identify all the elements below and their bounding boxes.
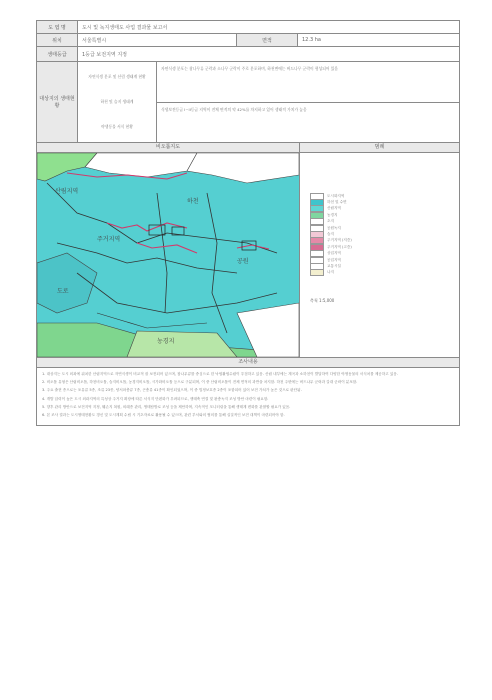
eco-detail-labels	[78, 62, 157, 142]
legend-label: 초지	[327, 219, 334, 224]
legend-label: 공업지역	[327, 257, 341, 262]
legend-label: 나지	[327, 270, 334, 275]
description-body	[36, 368, 460, 426]
desc-paragraph: 4. 개발 압력이 높은 도시 외곽지역의 특성상 주거지 확장에 따른 서식지 단편화가 우려되므로, 생태축 연결 및 완충녹지 조성 방안 마련이 필요함.	[42, 396, 269, 401]
legend-label: 하천 및 수면	[327, 200, 347, 205]
desc-paragraph: 2. 비오톱 유형은 산림비오톱, 하천비오톱, 습지비오톱, 농경지비오톱, 시가화비오톱 등으로 구분되며, 이 중 산림비오톱이 전체 면적의 과반을 차지함. 하천 주변에는 버드나무 군락과 갈대 군락이 분포함.	[42, 380, 358, 385]
eco-text-1: 자연식생 분포는 참나무류 군락과 소나무 군락이 주로 분포하며, 하천변에는 버드나무 군락이 형성되어 있음	[157, 62, 459, 103]
legend-label: 산림지역	[327, 206, 341, 211]
legend-label: 상업지역	[327, 251, 341, 256]
legend-label: 교통시설	[327, 263, 341, 268]
label-eco-status: 대상지의 생태현황	[37, 62, 78, 142]
legend-label: 도시화지역	[327, 193, 345, 198]
desc-paragraph: 6. 본 조사 결과는 도시생태현황도 갱신 및 도시계획 수립 시 기초자료로 활용될 수 있으며, 관련 부서와의 협의를 통해 실질적인 보전 대책이 마련되어야 함.	[42, 413, 285, 418]
label-area: 면적	[237, 34, 298, 46]
biotope-map	[37, 153, 300, 357]
legend-label: 공원녹지	[327, 225, 341, 230]
legend-label: 농경지	[327, 212, 338, 217]
eco-detail-values	[157, 62, 459, 142]
legend-list	[310, 193, 455, 276]
desc-section-title: 조사내용	[238, 359, 258, 365]
legend-label: 습지	[327, 232, 334, 237]
label-location: 위치	[37, 34, 78, 46]
value-location: 서울특별시	[78, 34, 237, 46]
legend-label: 주거지역 (저층)	[327, 238, 352, 243]
map-section-title: 비오톱지도	[37, 143, 300, 152]
info-table	[36, 20, 460, 143]
map-label: 산림지역	[55, 188, 79, 195]
eco-text-2: 식생보전등급 I~II등급 지역이 전체 면적의 약 42%를 차지하고 있어 생태적 가치가 높음	[161, 106, 307, 112]
map-label: 하천	[187, 198, 199, 205]
value-grade: 1등급 보전지역 지정	[82, 51, 128, 58]
eco-detail-label: 야생동물 서식 현황	[101, 124, 133, 130]
desc-header	[36, 358, 460, 368]
map-label: 주거지역	[97, 236, 121, 243]
label-doc-name: 도 엽 명	[37, 21, 78, 33]
scale-text: 축척 1:5,000	[310, 298, 335, 303]
desc-paragraph: 5. 향후 관리 방안으로 보전지역 지정, 훼손지 복원, 외래종 관리, 생태탐방로 조성 등을 제안하며, 지속적인 모니터링을 통해 생태계 변화를 관찰할 필요가 있음.	[42, 404, 291, 409]
eco-detail-label: 하천 및 습지 생태계	[100, 98, 134, 104]
map-area	[36, 153, 460, 358]
value-area: 12.3 ha	[302, 37, 321, 43]
map-label: 도로	[57, 288, 69, 295]
section-header-row	[36, 143, 460, 153]
desc-paragraph: 1. 대상지는 도시 외곽에 위치한 산림지역으로 자연식생이 비교적 잘 보전되어 있으며, 참나무류를 중심으로 한 낙엽활엽수림이 우점하고 있음. 산림 내부에는 계곡과 소하천이 발달하여 다양한 야생동물의 서식처를 제공하고 있음.	[42, 372, 398, 376]
legend-section-title: 범례	[374, 144, 385, 150]
map-label: 공원	[237, 258, 249, 265]
legend-swatch	[310, 269, 324, 276]
map-label: 농경지	[157, 338, 175, 345]
eco-detail-label: 자연식생 분포 및 산림 생태계 현황	[88, 73, 146, 79]
desc-paragraph: 3. 주요 출현 종으로는 포유류 5종, 조류 23종, 양서파충류 7종, 곤충류 41종이 확인되었으며, 이 중 법정보호종 2종이 포함되어 있어 보전 가치가 높은 것으로 판단됨.	[42, 388, 302, 393]
label-grade: 생태등급	[37, 47, 78, 61]
legend-panel	[300, 153, 459, 357]
document-page	[36, 20, 460, 426]
legend-label: 주거지역 (고층)	[327, 244, 352, 249]
value-doc-name: 도시 및 녹지생태도 사업 결과물 보고서	[82, 24, 168, 31]
legend-item	[310, 270, 455, 276]
map-svg	[37, 153, 299, 357]
